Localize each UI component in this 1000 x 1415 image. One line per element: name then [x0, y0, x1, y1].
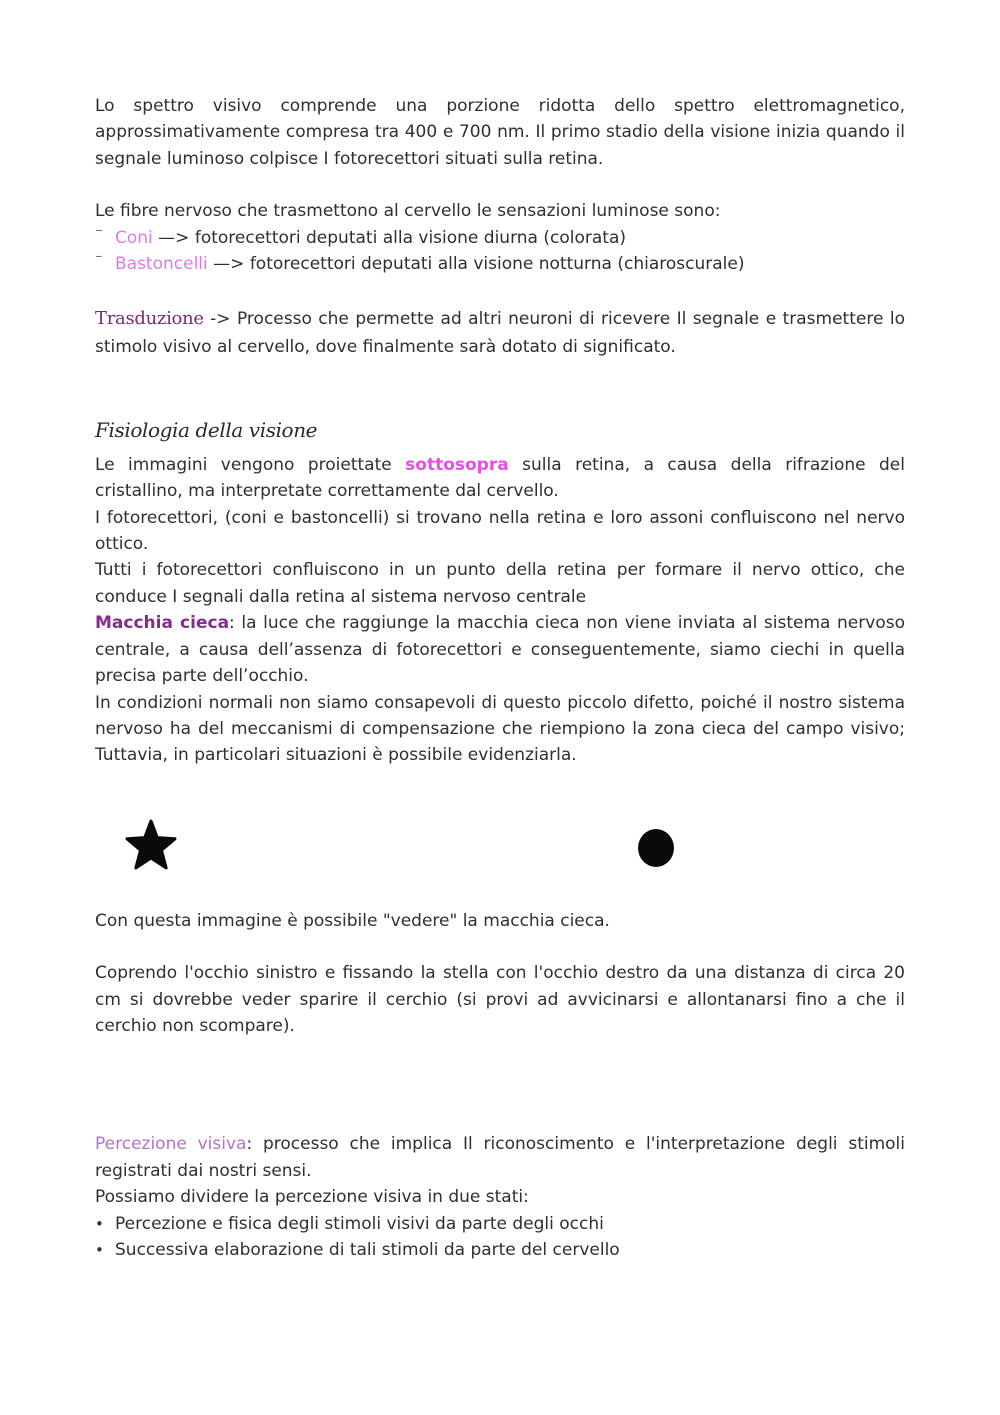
term-coni: Coni	[115, 227, 153, 248]
list-item	[95, 1237, 905, 1263]
p1-after: sulla retina, a causa della rifrazione del cristallino, ma interpretate correttamente dal cervello.	[95, 454, 905, 502]
section-heading-physiology: Fisiologia della visione	[95, 418, 318, 443]
dash-marker: ⁻	[95, 223, 103, 242]
perception-item-2: Successiva elaborazione di tali stimoli da parte del cervello	[115, 1239, 620, 1260]
physiology-paragraph-1	[95, 452, 905, 505]
blind-spot-paragraph	[95, 610, 905, 689]
perception-item-1: Percezione e fisica degli stimoli visivi da parte degli occhi	[115, 1213, 604, 1234]
list-item-bastoncelli	[95, 251, 905, 277]
term-percezione-visiva: Percezione visiva	[95, 1134, 247, 1155]
list-item-coni	[95, 225, 905, 251]
bullet-marker: •	[95, 1240, 104, 1259]
blind-spot-figure	[95, 799, 905, 919]
circle-icon	[638, 829, 674, 867]
dash-marker: ⁻	[95, 250, 103, 269]
list-item	[95, 1211, 905, 1237]
star-icon	[125, 819, 177, 871]
transduction-paragraph	[95, 305, 905, 361]
physiology-paragraph-2: I fotorecettori, (coni e bastoncelli) si trovano nella retina e loro assoni confluiscono nel nervo ottico.	[95, 507, 905, 555]
perception-description: : processo che implica Il riconoscimento e l'interpretazione degli stimoli registrati dai nostri sensi.	[95, 1134, 905, 1181]
perception-paragraph	[95, 1131, 905, 1184]
perception-lead: Possiamo dividere la percezione visiva in due stati:	[95, 1187, 529, 1208]
coni-description: —> fotorecettori deputati alla visione diurna (colorata)	[152, 227, 626, 248]
figure-caption: Con questa immagine è possibile "vedere" la macchia cieca.	[95, 910, 610, 931]
figure-instructions: Coprendo l'occhio sinistro e fissando la stella con l'occhio destro da una distanza di circa 20 cm si dovrebbe veder sparire il cerchio (si provi ad avvicinarsi e allontanarsi fino a che il cerchio non scompare).	[95, 963, 905, 1036]
fibers-lead: Le fibre nervoso che trasmettono al cervello le sensazioni luminose sono:	[95, 201, 721, 222]
term-bastoncelli: Bastoncelli	[115, 254, 208, 275]
term-macchia-cieca: Macchia cieca	[95, 613, 230, 634]
transduction-description: -> Processo che permette ad altri neuroni di ricevere Il segnale e trasmettere lo stimolo visivo al cervello, dove finalmente sarà dotato di significato.	[95, 309, 905, 358]
bastoncelli-description: —> fotorecettori deputati alla visione notturna (chiaroscurale)	[207, 254, 745, 275]
intro-paragraph: Lo spettro visivo comprende una porzione ridotta dello spettro elettromagnetico, approssimativamente compresa tra 400 e 700 nm. Il primo stadio della visione inizia quando il segnale luminoso colpisce I fotorecettori situati sulla retina.	[95, 96, 905, 169]
bullet-marker: •	[95, 1214, 104, 1233]
physiology-paragraph-3: Tutti i fotorecettori confluiscono in un punto della retina per formare il nervo ottico, che conduce I segnali dalla retina al sistema nervoso centrale	[95, 560, 905, 607]
term-trasduzione: Trasduzione	[95, 308, 204, 330]
blind-spot-description: : la luce che raggiunge la macchia cieca non viene inviata al sistema nervoso centrale, a causa dell’assenza di fotorecettori e conseguentemente, siamo ciechi in quella precisa parte dell’occhio.	[95, 613, 905, 687]
term-sottosopra: sottosopra	[405, 454, 509, 475]
document-page	[95, 93, 905, 1263]
physiology-paragraph-5: In condizioni normali non siamo consapevoli di questo piccolo difetto, poiché il nostro sistema nervoso ha del meccanismi di compensazione che riempiono la zona cieca del campo visivo; Tuttavia, in particolari situazioni è possibile evidenziarla.	[95, 692, 905, 766]
p1-before: Le immagini vengono proiettate	[95, 454, 406, 475]
